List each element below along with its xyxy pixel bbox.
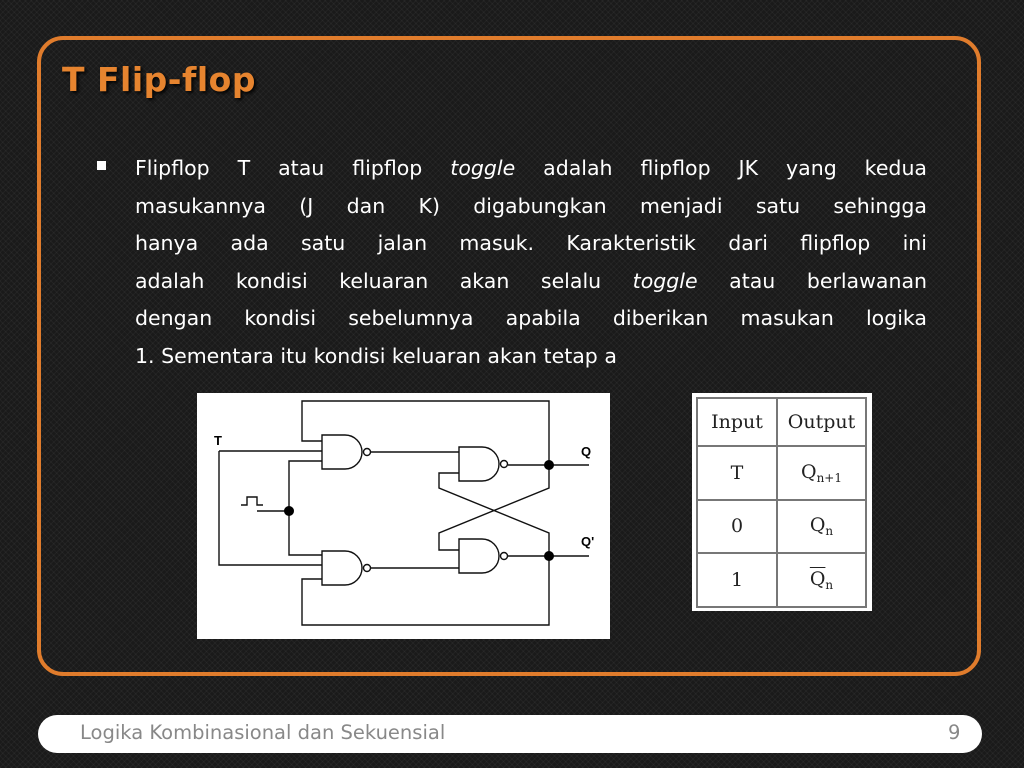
paragraph-line: masukannya (J dan K) digabungkan menjadi satu sehingga	[135, 193, 927, 218]
nand-bubble-4	[501, 553, 508, 560]
nand-gate-4	[459, 539, 499, 573]
nand-bubble-2	[364, 565, 371, 572]
cell-output: $\overline{Q}_n$	[777, 553, 866, 607]
paragraph-line: Flipflop T atau flipflop toggle adalah flipflop JK yang kedua	[135, 156, 927, 180]
table-row	[697, 500, 866, 554]
junction-q	[544, 460, 554, 470]
junction-clock	[284, 506, 294, 516]
wire-cross-q	[439, 465, 549, 550]
label-q-bar: Q'	[581, 534, 595, 549]
nand-bubble-1	[364, 449, 371, 456]
paragraph-line: adalah kondisi keluaran akan selalu toggle atau berlawanan	[135, 268, 927, 293]
cell-input: T	[697, 446, 777, 500]
label-q: Q	[581, 444, 592, 459]
circuit-svg	[197, 393, 610, 639]
cell-output: $Q_{n+1}$	[777, 446, 866, 500]
truth-table-panel	[692, 393, 872, 611]
footer-title: Logika Kombinasional dan Sekuensial	[80, 721, 446, 744]
header-input: Input	[697, 398, 777, 446]
cell-input: 0	[697, 500, 777, 554]
label-t: T	[214, 433, 222, 448]
truth-table	[696, 397, 867, 608]
slide-title: T Flip-flop	[62, 60, 256, 99]
paragraph-line: 1. Sementara itu kondisi keluaran akan tetap a	[135, 343, 617, 368]
junction-qbar	[544, 551, 554, 561]
page-number: 9	[948, 721, 961, 744]
table-header-row	[697, 398, 866, 446]
cell-input: 1	[697, 553, 777, 607]
wire-feedback-top	[302, 401, 549, 466]
clock-pulse-icon	[241, 497, 263, 505]
nand-gate-1	[322, 435, 362, 469]
nand-bubble-3	[501, 461, 508, 468]
cell-output: $Q_n$	[777, 500, 866, 554]
nand-gate-2	[322, 551, 362, 585]
wire-t-lower	[219, 451, 322, 565]
bullet-square-icon	[97, 161, 106, 170]
table-row	[697, 553, 866, 607]
header-output: Output	[777, 398, 866, 446]
paragraph-line: hanya ada satu jalan masuk. Karakteristik dari flipflop ini	[135, 231, 927, 256]
wire-feedback-bottom	[302, 555, 549, 625]
table-row	[697, 446, 866, 500]
paragraph-line: dengan kondisi sebelumnya apabila diberikan masukan logika	[135, 306, 927, 331]
wire-clock-bottom	[289, 511, 322, 555]
wire-clock-top	[257, 461, 322, 511]
bullet-paragraph	[135, 150, 927, 376]
nand-gate-3	[459, 447, 499, 481]
t-flipflop-circuit-diagram	[197, 393, 610, 639]
